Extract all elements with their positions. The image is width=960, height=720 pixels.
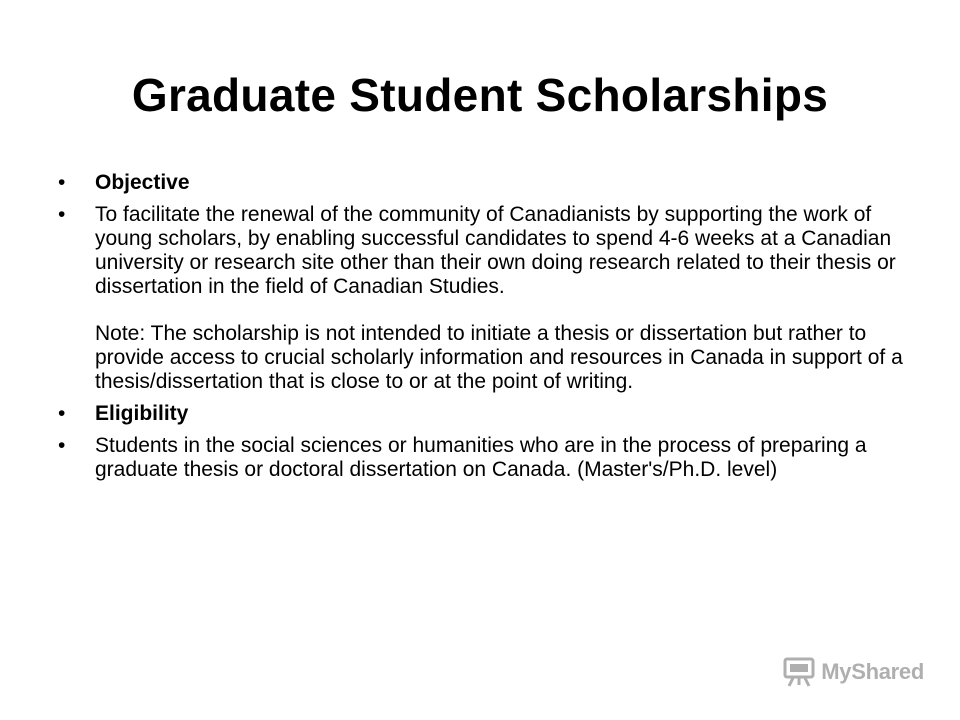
bullet-marker: • bbox=[58, 402, 66, 425]
myshared-watermark bbox=[783, 654, 924, 690]
presentation-board-icon bbox=[783, 657, 815, 687]
eligibility-description-text: Students in the social sciences or humanities who are in the process of preparing a graduate thesis or doctoral dissertation on Canada. (Master's/Ph.D. level) bbox=[95, 434, 867, 481]
watermark-text: MyShared bbox=[821, 659, 924, 684]
slide-title: Graduate Student Scholarships bbox=[131, 69, 829, 121]
objective-description-text: To facilitate the renewal of the community of Canadianists by supporting the work of young scholars, by enabling successful candidates to spend 4-6 weeks at a Canadian university or research site other than their own doing research related to their thesis or dissertation in the field of Canadian Studies. bbox=[95, 203, 896, 298]
objective-note-text: Note: The scholarship is not intended to initiate a thesis or dissertation but rather to provide access to crucial scholarly information and resources in Canada in support of a thesis/dissertation that is close to or at the point of writing. bbox=[95, 322, 903, 393]
bullet-item-eligibility bbox=[58, 402, 918, 426]
bullet-item-eligibility-description bbox=[58, 434, 918, 482]
bullet-heading-eligibility: Eligibility bbox=[95, 402, 189, 425]
bullet-item-objective-description bbox=[58, 203, 918, 394]
bullet-item-objective bbox=[58, 171, 918, 195]
bullet-marker: • bbox=[58, 434, 66, 457]
bullet-list bbox=[58, 171, 918, 490]
bullet-heading-objective: Objective bbox=[95, 171, 190, 194]
bullet-marker: • bbox=[58, 203, 66, 226]
bullet-marker: • bbox=[58, 171, 66, 194]
